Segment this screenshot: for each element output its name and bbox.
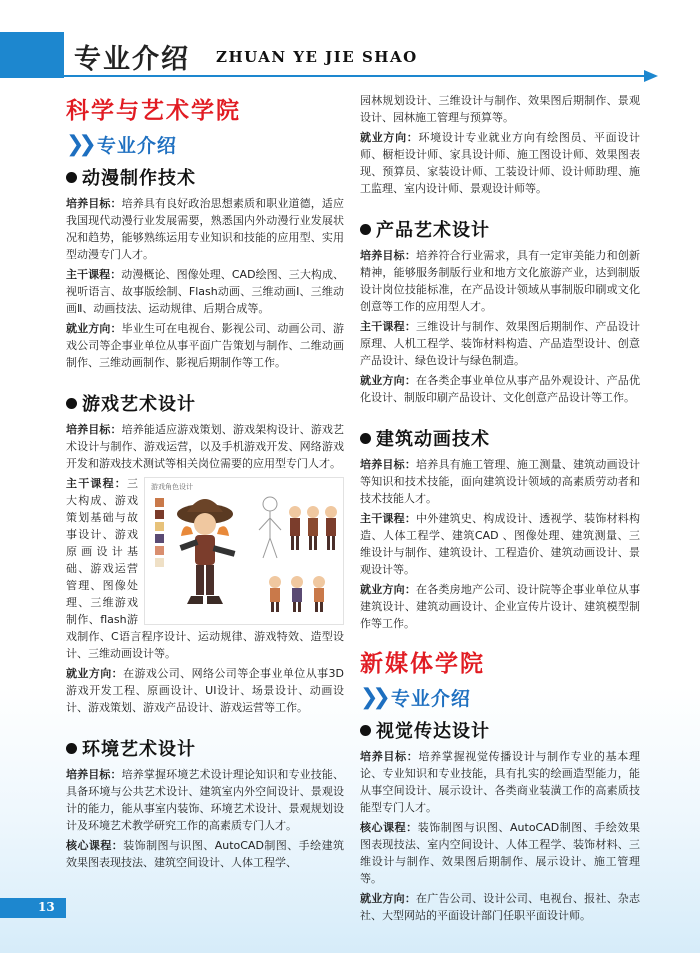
field-label: 培养目标： [360, 458, 417, 471]
page-number-tab [0, 898, 66, 918]
field-text: 三大构成、游戏策划基础与故事设计、游戏原画设计基础、游戏运营管理、图像处理、三维游戏制作、flash游戏制作、C语言程序设计、运动规律、游戏特效、造型设计、三维动画设计等。 [66, 477, 344, 660]
field-text: 装饰制图与识图、AutoCAD制图、手绘建筑效果图表现技法、建筑空间设计、人体工程学、 [66, 839, 345, 869]
field-text: 环境设计专业就业方向有绘图员、平面设计师、橱柜设计师、家具设计师、施工图设计师、效果图表现、预算员、家装设计师、工装设计师、设计师助理、施工监理、室内设计师、景观设计师等。 [360, 131, 641, 195]
college-title: 新媒体学院 [360, 650, 485, 677]
section-intro-label: 专业介绍 [390, 688, 471, 710]
game-character-image [144, 477, 344, 625]
double-chevron-icon: ❯❯ [66, 132, 91, 157]
main-courses [66, 266, 344, 317]
image-caption: 游戏角色设计 [151, 483, 193, 491]
bullet-dot-icon [66, 172, 77, 183]
field-label: 就业方向： [360, 131, 419, 144]
major-heading [66, 390, 344, 416]
college-title: 科学与艺术学院 [66, 97, 241, 124]
career-direction [360, 581, 640, 632]
bullet-dot-icon [360, 725, 371, 736]
page-subtitle: ZHUAN YE JIE SHAO [216, 48, 418, 66]
header-rule [64, 75, 644, 77]
field-text: 培养具有施工管理、施工测量、建筑动画设计等知识和技术技能，面向建筑设计领域的高素质劳动者和技术技能人才。 [360, 458, 641, 505]
main-courses-with-image [66, 475, 344, 665]
major-title: 环境艺术设计 [82, 739, 196, 760]
training-goal [360, 456, 640, 507]
field-label: 就业方向： [360, 583, 417, 596]
major-title: 建筑动画技术 [376, 429, 490, 450]
major-title: 视觉传达设计 [376, 721, 490, 742]
career-direction [360, 372, 640, 406]
field-label: 培养目标： [66, 197, 122, 210]
career-direction [360, 890, 640, 924]
career-direction [66, 665, 344, 716]
field-text: 装饰制图与识图、AutoCAD制图、手绘效果图表现技法、室内空间设计、人体工程学、装饰材料、三维设计与制作、效果图后期制作、展示设计、施工管理等。 [360, 821, 641, 885]
field-text: 在游戏公司、网络公司等企事业单位从事3D游戏开发工程、原画设计、UI设计、场景设计、动画设计、游戏策划、游戏产品设计、游戏运营等工作。 [66, 667, 345, 714]
page-title: 专业介绍 [74, 44, 190, 75]
field-label: 主干课程： [66, 268, 122, 281]
training-goal [66, 421, 344, 472]
training-goal [360, 247, 640, 315]
field-label: 培养目标： [66, 768, 122, 781]
career-direction [360, 129, 640, 197]
right-column [360, 92, 640, 927]
courses-continued: 园林规划设计、三维设计与制作、效果图后期制作、景观设计、园林施工管理与预算等。 [360, 94, 640, 124]
section-intro [66, 131, 344, 158]
major-heading [360, 216, 640, 242]
field-label: 核心课程： [66, 839, 124, 852]
field-label: 培养目标： [360, 750, 419, 763]
field-text: 培养掌握环境艺术设计理论知识和专业技能、具备环境与公共艺术设计、建筑室内外空间设计、景观设计的能力，能从事室内装饰、环境艺术设计、景观规划设计及环境艺术教学研究工作的高素质专门人才。 [66, 768, 344, 832]
field-text: 培养掌握视觉传播设计与制作专业的基本理论、专业知识和专业技能，具有扎实的绘画造型能力，能从事空间设计、展示设计、各类商业装潢工作的高素质技能型专门人才。 [360, 750, 641, 814]
field-label: 就业方向： [66, 322, 122, 335]
double-chevron-icon: ❯❯ [360, 685, 385, 710]
field-text: 培养具有良好政治思想素质和职业道德，适应我国现代动漫行业发展需要，熟悉国内外动漫行业发展状况和趋势，能够熟练运用专业知识和技能的应用型、实用型动漫专门人才。 [66, 197, 344, 261]
training-goal [66, 195, 344, 263]
major-heading [360, 425, 640, 451]
field-label: 主干课程： [360, 320, 417, 333]
section-intro [360, 684, 640, 711]
field-text: 在各类企事业单位从事产品外观设计、产品优化设计、制版印刷产品设计、文化创意产品设计等工作。 [360, 374, 641, 404]
field-label: 就业方向： [360, 374, 417, 387]
section-intro-label: 专业介绍 [96, 135, 177, 157]
field-label: 核心课程： [360, 821, 418, 834]
core-courses [360, 819, 640, 887]
core-courses [66, 837, 344, 871]
field-label: 主干课程： [360, 512, 417, 525]
major-heading [66, 164, 344, 190]
major-title: 动漫制作技术 [82, 168, 196, 189]
field-text: 中外建筑史、构成设计、透视学、装饰材料构造、人体工程学、建筑CAD 、图像处理、建筑测量、三维设计与制作、建筑设计、工程造价、建筑动画设计、景观设计等。 [360, 512, 641, 576]
field-label: 就业方向： [360, 892, 417, 905]
header-accent-bar [0, 32, 64, 78]
field-text: 在广告公司、设计公司、电视台、报社、杂志社、大型网站的平面设计部门任职平面设计师。 [360, 892, 641, 922]
field-text: 毕业生可在电视台、影视公司、动画公司、游戏公司等企事业单位从事平面广告策划与制作、二维动画制作、三维动画制作、影视后期制作等工作。 [66, 322, 344, 369]
main-courses [360, 318, 640, 369]
field-text: 培养符合行业需求，具有一定审美能力和创新精神，能够服务制版行业和地方文化旅游产业，达到制版设计岗位技能标准，在产品设计领域从事制版印刷或文化创意等工作的应用型人才。 [360, 249, 641, 313]
field-text: 培养能适应游戏策划、游戏架构设计、游戏艺术设计与制作、游戏运营，以及手机游戏开发、网络游戏开发和游戏技术测试等相关岗位需要的应用型专门人才。 [66, 423, 344, 470]
training-goal [66, 766, 344, 834]
major-title: 游戏艺术设计 [82, 394, 196, 415]
training-goal [360, 748, 640, 816]
page-number: 13 [38, 900, 55, 914]
bullet-dot-icon [66, 398, 77, 409]
bullet-dot-icon [360, 224, 371, 235]
field-label: 就业方向： [66, 667, 124, 680]
major-heading [66, 735, 344, 761]
field-label: 培养目标： [360, 249, 417, 262]
field-text: 三维设计与制作、效果图后期制作、产品设计原理、人机工程学、装饰材料构造、产品造型设计、创意产品设计、绿色设计与绿色制造。 [360, 320, 641, 367]
major-title: 产品艺术设计 [376, 220, 490, 241]
field-text: 在各类房地产公司、设计院等企事业单位从事建筑设计、建筑动画设计、企业宣传片设计、建筑模型制作等工作。 [360, 583, 641, 630]
bullet-dot-icon [66, 743, 77, 754]
career-direction [66, 320, 344, 371]
bullet-dot-icon [360, 433, 371, 444]
field-label: 培养目标： [66, 423, 122, 436]
page-header [0, 0, 700, 86]
major-heading [360, 717, 640, 743]
header-arrow-tip [644, 70, 658, 82]
left-column [66, 92, 344, 874]
field-text: 动漫概论、图像处理、CAD绘图、三大构成、视听语言、故事版绘制、Flash动画、三维动画Ⅰ、三维动画Ⅱ、动画技法、运动规律、后期合成等。 [66, 268, 344, 315]
character-illustration-icon [145, 478, 344, 625]
field-label: 主干课程： [66, 477, 127, 490]
main-courses [360, 510, 640, 578]
